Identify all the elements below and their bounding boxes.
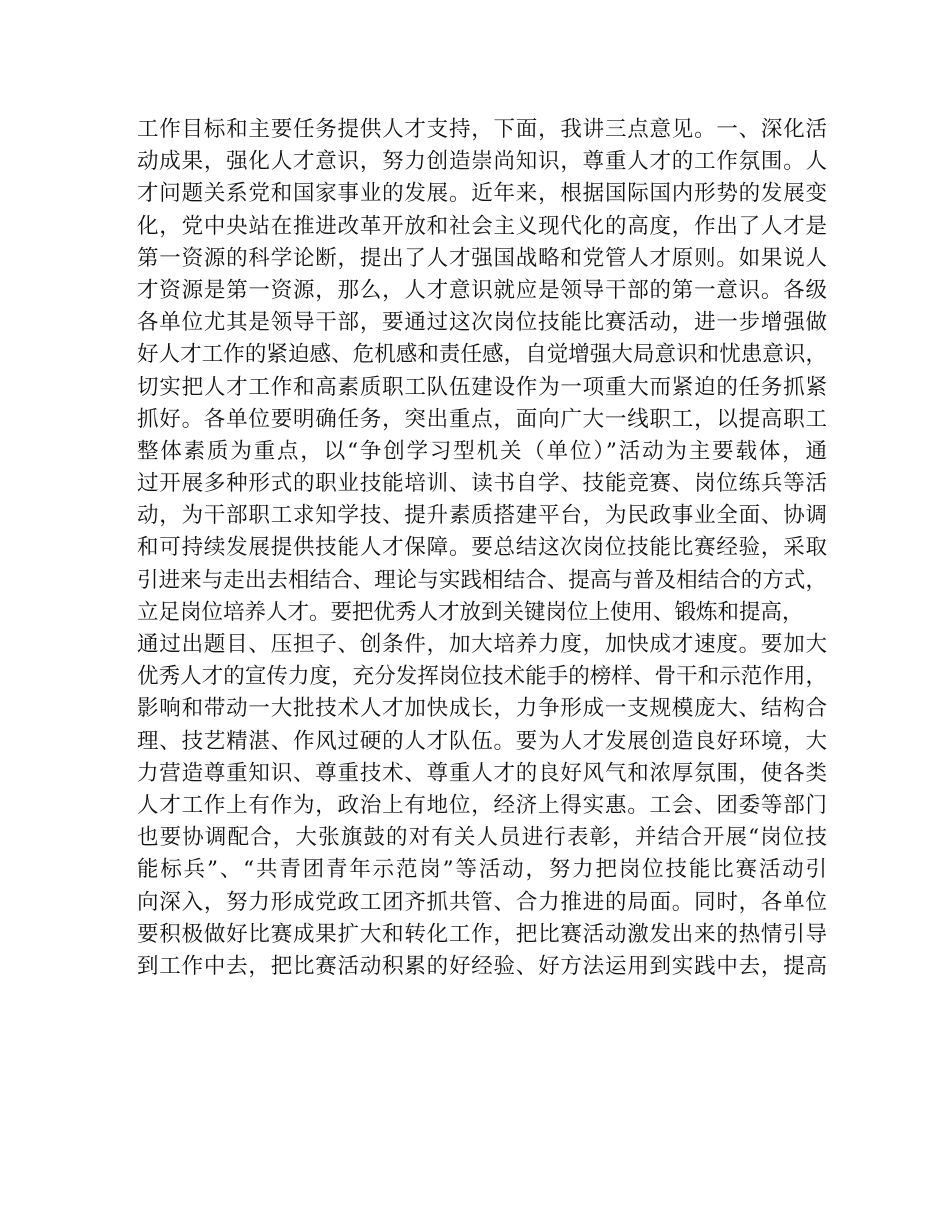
text-line: 要积极做好比赛成果扩大和转化工作，把比赛活动激发出来的热情引导 bbox=[137, 921, 827, 947]
text-line: 才问题关系党和国家事业的发展。近年来，根据国际国内形势的发展变 bbox=[137, 181, 827, 207]
text-line: 向深入，努力形成党政工团齐抓共管、合力推进的局面。同时，各单位 bbox=[137, 889, 827, 915]
text-line: 也要协调配合，大张旗鼓的对有关人员进行表彰，并结合开展“岗位技 bbox=[137, 825, 827, 851]
text-line: 整体素质为重点，以“争创学习型机关（单位）”活动为主要载体，通 bbox=[137, 438, 827, 464]
text-line: 动成果，强化人才意识，努力创造崇尚知识，尊重人才的工作氛围。人 bbox=[137, 149, 827, 175]
text-line: 工作目标和主要任务提供人才支持，下面，我讲三点意见。一、深化活 bbox=[137, 117, 827, 142]
text-line: 抓好。各单位要明确任务，突出重点，面向广大一线职工，以提高职工 bbox=[137, 406, 827, 432]
text-line: 影响和带动一大批技术人才加快成长，力争形成一支规模庞大、结构合 bbox=[137, 696, 827, 722]
body-text bbox=[137, 114, 827, 983]
text-line: 到工作中去，把比赛活动积累的好经验、好方法运用到实践中去，提高 bbox=[137, 953, 827, 979]
text-line: 各单位尤其是领导干部，要通过这次岗位技能比赛活动，进一步增强做 bbox=[137, 310, 827, 336]
text-line: 化，党中央站在推进改革开放和社会主义现代化的高度，作出了人才是 bbox=[137, 213, 827, 239]
text-line: 立足岗位培养人才。要把优秀人才放到关键岗位上使用、锻炼和提高， bbox=[137, 599, 804, 625]
text-line: 才资源是第一资源，那么，人才意识就应是领导干部的第一意识。各级 bbox=[137, 277, 827, 303]
text-line: 引进来与走出去相结合、理论与实践相结合、提高与普及相结合的方式， bbox=[137, 567, 827, 593]
text-line: 和可持续发展提供技能人才保障。要总结这次岗位技能比赛经验，采取 bbox=[137, 535, 827, 561]
text-line: 能标兵”、“共青团青年示范岗”等活动，努力把岗位技能比赛活动引 bbox=[137, 857, 827, 883]
text-line: 动，为干部职工求知学技、提升素质搭建平台，为民政事业全面、协调 bbox=[137, 503, 827, 529]
text-line: 切实把人才工作和高素质职工队伍建设作为一项重大而紧迫的任务抓紧 bbox=[137, 374, 827, 400]
text-line: 过开展多种形式的职业技能培训、读书自学、技能竞赛、岗位练兵等活 bbox=[137, 471, 827, 497]
text-line: 好人才工作的紧迫感、危机感和责任感，自觉增强大局意识和忧患意识， bbox=[137, 342, 827, 368]
text-line: 通过出题目、压担子、创条件，加大培养力度，加快成才速度。要加大 bbox=[137, 632, 827, 657]
text-line: 理、技艺精湛、作风过硬的人才队伍。要为人才发展创造良好环境，大 bbox=[137, 728, 827, 754]
text-line: 人才工作上有作为，政治上有地位，经济上得实惠。工会、团委等部门 bbox=[137, 792, 827, 818]
text-line: 优秀人才的宣传力度，充分发挥岗位技术能手的榜样、骨干和示范作用， bbox=[137, 664, 827, 690]
text-line: 力营造尊重知识、尊重技术、尊重人才的良好风气和浓厚氛围，使各类 bbox=[137, 760, 827, 786]
text-line: 第一资源的科学论断，提出了人才强国战略和党管人才原则。如果说人 bbox=[137, 245, 827, 271]
